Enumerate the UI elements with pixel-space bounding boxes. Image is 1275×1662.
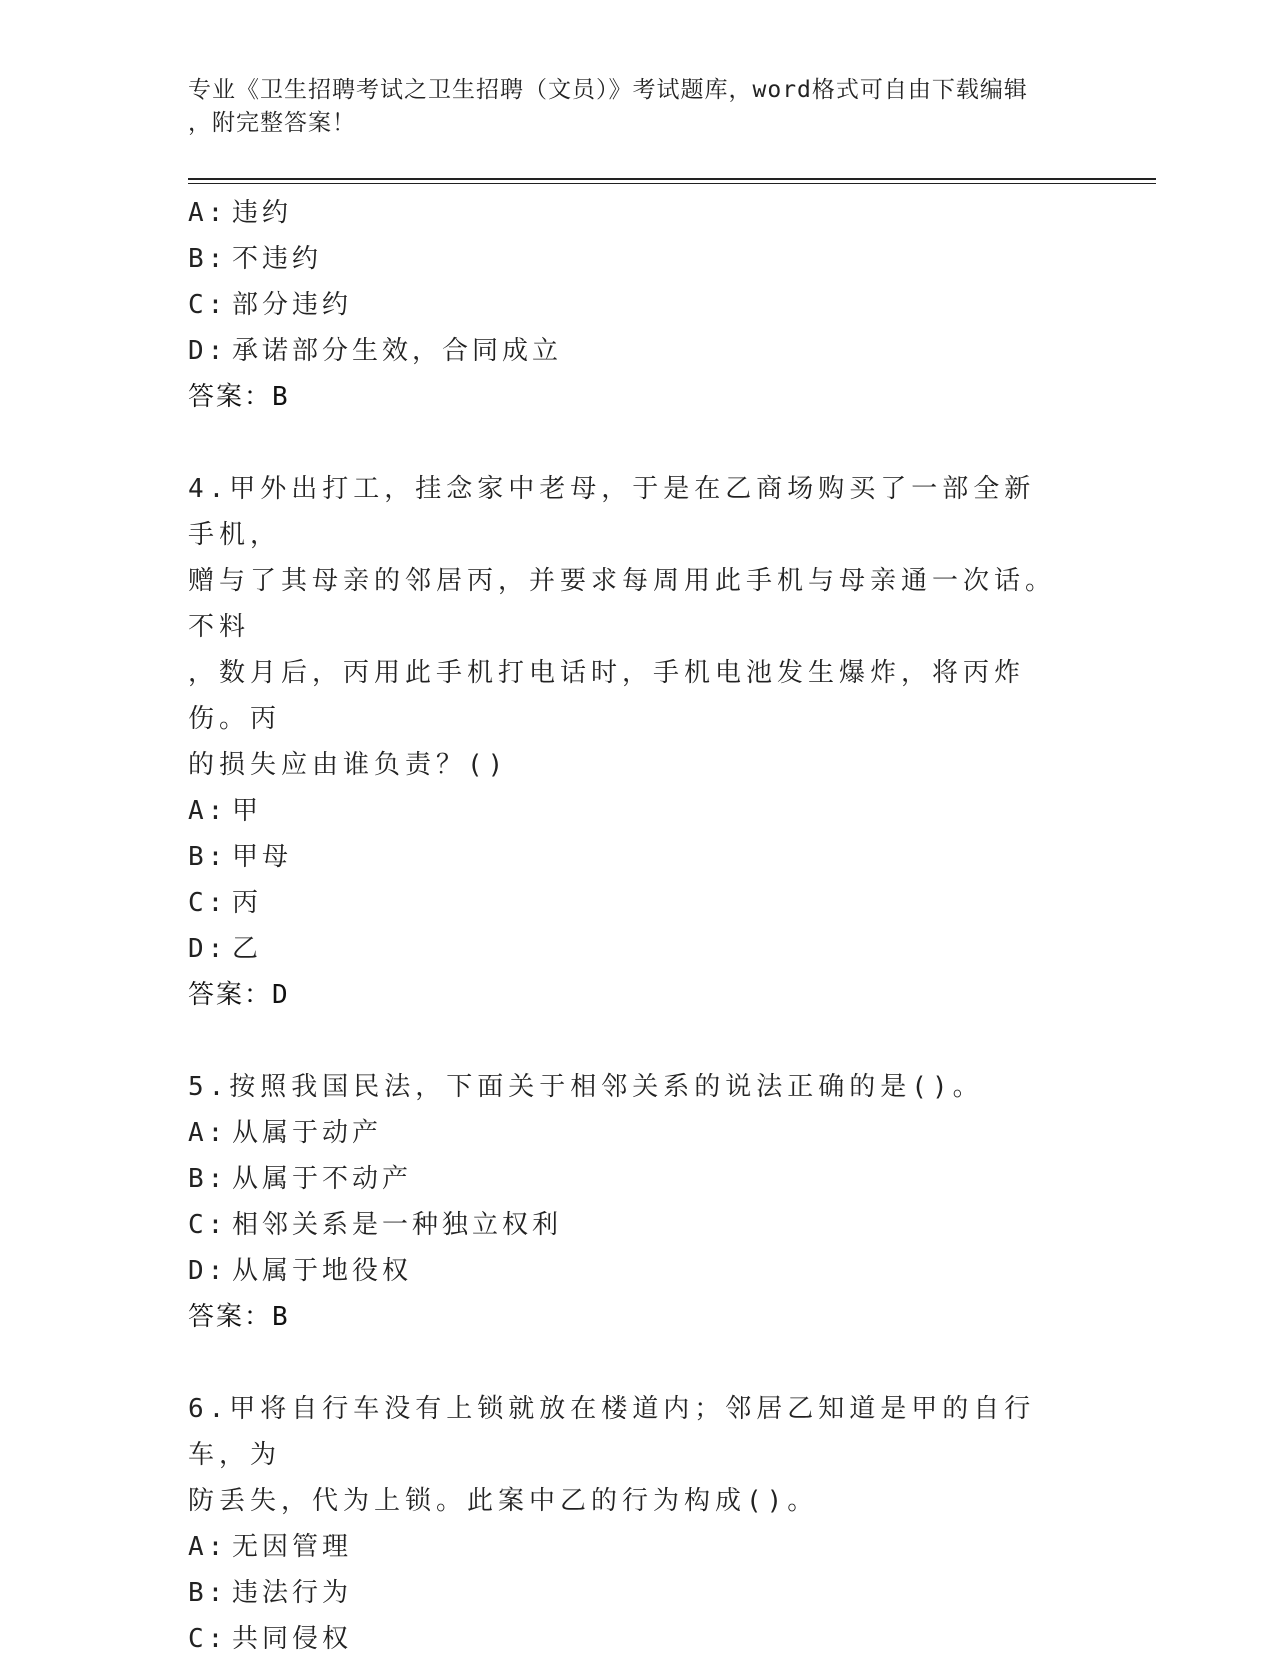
question-stem	[188, 466, 1058, 788]
option-key: C:	[188, 1624, 228, 1654]
stem-line: 赠与了其母亲的邻居丙，并要求每周用此手机与母亲通一次话。不料	[188, 566, 1057, 642]
option-key: A:	[188, 796, 228, 826]
option-text: 无因管理	[232, 1532, 353, 1562]
question-stem	[188, 1064, 1058, 1110]
question-list	[188, 190, 1088, 1662]
stem-line: ，数月后，丙用此手机打电话时，手机电池发生爆炸，将丙炸伤。丙	[188, 658, 1026, 734]
spacer	[188, 1018, 1088, 1064]
option-b	[188, 1156, 1088, 1202]
option-key: C:	[188, 290, 228, 320]
question-6	[188, 1386, 1088, 1662]
option-text: 违法行为	[232, 1578, 353, 1608]
option-text: 从属于地役权	[232, 1256, 413, 1286]
header-title-line-1: 专业《卫生招聘考试之卫生招聘（文员）》考试题库，word格式可自由下载编辑	[188, 77, 1028, 103]
option-text: 从属于不动产	[232, 1164, 413, 1194]
header-divider-thin	[188, 183, 1156, 184]
option-text: 从属于动产	[232, 1118, 383, 1148]
option-key: B:	[188, 1164, 228, 1194]
option-key: A:	[188, 198, 228, 228]
option-key: A:	[188, 1118, 228, 1148]
option-d	[188, 1248, 1088, 1294]
option-c	[188, 282, 1088, 328]
option-c	[188, 880, 1088, 926]
spacer	[188, 1340, 1088, 1386]
answer-line: 答案：D	[188, 980, 290, 1010]
option-text: 承诺部分生效，合同成立	[232, 336, 563, 366]
question-5	[188, 1064, 1088, 1340]
option-text: 相邻关系是一种独立权利	[232, 1210, 563, 1240]
option-key: D:	[188, 1256, 228, 1286]
option-text: 乙	[232, 934, 263, 964]
option-text: 甲	[232, 796, 263, 826]
option-key: C:	[188, 888, 228, 918]
option-key: C:	[188, 1210, 228, 1240]
stem-line: 4.甲外出打工，挂念家中老母，于是在乙商场购买了一部全新手机，	[188, 474, 1036, 550]
stem-line: 的损失应由谁负责？()	[188, 750, 509, 780]
option-key: D:	[188, 934, 228, 964]
answer-line: 答案：B	[188, 1302, 290, 1332]
header-title-line-2: ，附完整答案！	[188, 110, 356, 136]
option-d	[188, 926, 1088, 972]
question-4	[188, 466, 1088, 1018]
option-b	[188, 1570, 1088, 1616]
option-a	[188, 1524, 1088, 1570]
option-key: D:	[188, 336, 228, 366]
header-divider-thick	[188, 178, 1156, 180]
option-key: B:	[188, 842, 228, 872]
option-text: 丙	[232, 888, 263, 918]
option-text: 甲母	[232, 842, 293, 872]
option-a	[188, 788, 1088, 834]
option-key: B:	[188, 244, 228, 274]
spacer	[188, 420, 1088, 466]
option-text: 共同侵权	[232, 1624, 353, 1654]
stem-line: 防丢失，代为上锁。此案中乙的行为构成()。	[188, 1486, 819, 1516]
question-stem	[188, 1386, 1058, 1524]
stem-line: 6.甲将自行车没有上锁就放在楼道内；邻居乙知道是甲的自行车，为	[188, 1394, 1036, 1470]
option-b	[188, 834, 1088, 880]
option-c	[188, 1202, 1088, 1248]
option-c	[188, 1616, 1088, 1662]
document-header	[188, 74, 1088, 140]
option-text: 不违约	[232, 244, 323, 274]
option-text: 违约	[232, 198, 293, 228]
question-3	[188, 190, 1088, 420]
option-text: 部分违约	[232, 290, 353, 320]
answer-line: 答案：B	[188, 382, 290, 412]
option-a	[188, 1110, 1088, 1156]
option-d	[188, 328, 1088, 374]
option-key: B:	[188, 1578, 228, 1608]
option-a	[188, 190, 1088, 236]
option-key: A:	[188, 1532, 228, 1562]
option-b	[188, 236, 1088, 282]
stem-line: 5.按照我国民法，下面关于相邻关系的说法正确的是()。	[188, 1072, 984, 1102]
